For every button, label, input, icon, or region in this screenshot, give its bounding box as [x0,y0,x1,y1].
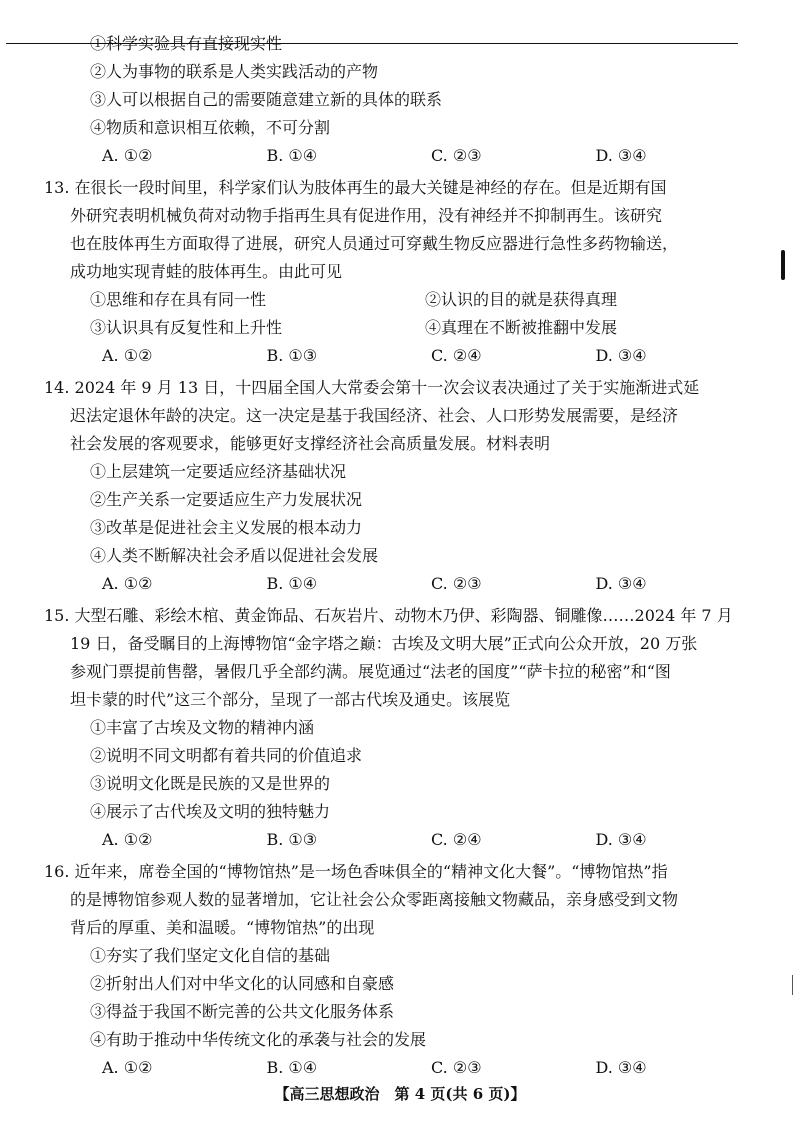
question-text: 参观门票提前售罄，暑假几乎全部约满。展览通过“法老的国度”“萨卡拉的秘密”和“图 [70,662,671,681]
choice-d: D. ③④ [595,1058,647,1077]
choice-b: B. ①④ [266,146,318,165]
option-3: ③人可以根据自己的需要随意建立新的具体的联系 [90,90,443,109]
option-2: ②生产关系一定要适应生产力发展状况 [90,490,363,509]
option-row [70,286,760,314]
choice-c: C. ②④ [431,346,482,365]
option-4: ④人类不断解决社会矛盾以促进社会发展 [90,546,379,565]
question-text: 13. 在很长一段时间里，科学家们认为肢体再生的最大关键是神经的存在。但是近期有国 [44,178,667,197]
question-text: 也在肢体再生方面取得了进展，研究人员通过可穿戴生物反应器进行急性多药物输送， [70,234,679,253]
choice-c: C. ②③ [431,574,482,593]
answer-choices [70,342,760,370]
choice-b: B. ①④ [266,1058,318,1077]
choice-a: A. ①② [102,346,153,365]
answer-choices [70,1054,760,1082]
option-2: ②人为事物的联系是人类实践活动的产物 [90,62,379,81]
option-1: ①思维和存在具有同一性 [90,290,267,309]
option-4: ④展示了古代埃及文明的独特魅力 [90,802,331,821]
choice-b: B. ①③ [266,346,318,365]
question-15 [44,602,760,854]
question-text: 外研究表明机械负荷对动物手指再生具有促进作用，没有神经并不抑制再生。该研究 [70,206,663,225]
option-3: ③认识具有反复性和上升性 [90,318,283,337]
question-text: 坦卡蒙的时代”这三个部分，呈现了一部古代埃及通史。该展览 [70,690,511,709]
choice-d: D. ③④ [595,346,647,365]
choice-a: A. ①② [102,1058,153,1077]
choice-c: C. ②④ [431,830,482,849]
option-1: ①科学实验具有直接现实性 [90,34,283,53]
choice-a: A. ①② [102,574,153,593]
question-text: 成功地实现青蛙的肢体再生。由此可见 [70,262,343,281]
question-text: 的是博物馆参观人数的显著增加，它让社会公众零距离接触文物藏品，亲身感受到文物 [70,890,679,909]
question-13 [44,174,760,370]
question-text: 迟法定退休年龄的决定。这一决定是基于我国经济、社会、人口形势发展需要，是经济 [70,406,679,425]
choice-d: D. ③④ [595,830,647,849]
option-2: ②说明不同文明都有着共同的价值追求 [90,746,363,765]
choice-b: B. ①③ [266,830,318,849]
option-1: ①上层建筑一定要适应经济基础状况 [90,462,347,481]
choice-c: C. ②③ [431,146,482,165]
scan-mark [781,250,785,280]
question-text: 背后的厚重、美和温暖。“博物馆热”的出现 [70,918,375,937]
option-4: ④有助于推动中华传统文化的承袭与社会的发展 [90,1030,427,1049]
option-3: ③改革是促进社会主义发展的根本动力 [90,518,363,537]
question-12 [70,30,760,170]
answer-choices [70,570,760,598]
question-text: 14. 2024 年 9 月 13 日，十四届全国人大常委会第十一次会议表决通过了关于实施渐进式延 [44,378,700,397]
choice-d: D. ③④ [595,146,647,165]
choice-a: A. ①② [102,146,153,165]
option-1: ①夯实了我们坚定文化自信的基础 [90,946,331,965]
answer-choices [70,142,760,170]
question-16 [44,858,760,1082]
choice-c: C. ②③ [431,1058,482,1077]
choice-d: D. ③④ [595,574,647,593]
page-footer: 【高三思想政治 第 4 页(共 6 页)】 [274,1085,526,1103]
question-14 [44,374,760,598]
option-4: ④物质和意识相互依赖，不可分割 [90,118,331,137]
option-1: ①丰富了古埃及文物的精神内涵 [90,718,315,737]
question-text: 16. 近年来，席卷全国的“博物馆热”是一场色香味俱全的“精神文化大餐”。“博物馆热”指 [44,862,668,881]
choice-b: B. ①④ [266,574,318,593]
question-text: 19 日，备受瞩目的上海博物馆“金字塔之巅：古埃及文明大展”正式向公众开放，20 万张 [70,634,698,653]
choice-a: A. ①② [102,830,153,849]
option-2: ②认识的目的就是获得真理 [425,290,618,309]
scan-mark [792,975,793,995]
option-3: ③得益于我国不断完善的公共文化服务体系 [90,1002,395,1021]
answer-choices [70,826,760,854]
option-3: ③说明文化既是民族的又是世界的 [90,774,331,793]
question-text: 社会发展的客观要求，能够更好支撑经济社会高质量发展。材料表明 [70,434,551,453]
option-2: ②折射出人们对中华文化的认同感和自豪感 [90,974,395,993]
questions [44,30,760,1082]
option-row [70,314,760,342]
question-text: 15. 大型石雕、彩绘木棺、黄金饰品、石灰岩片、动物木乃伊、彩陶器、铜雕像……2024 年 7 月 [44,606,733,625]
option-4: ④真理在不断被推翻中发展 [425,318,618,337]
